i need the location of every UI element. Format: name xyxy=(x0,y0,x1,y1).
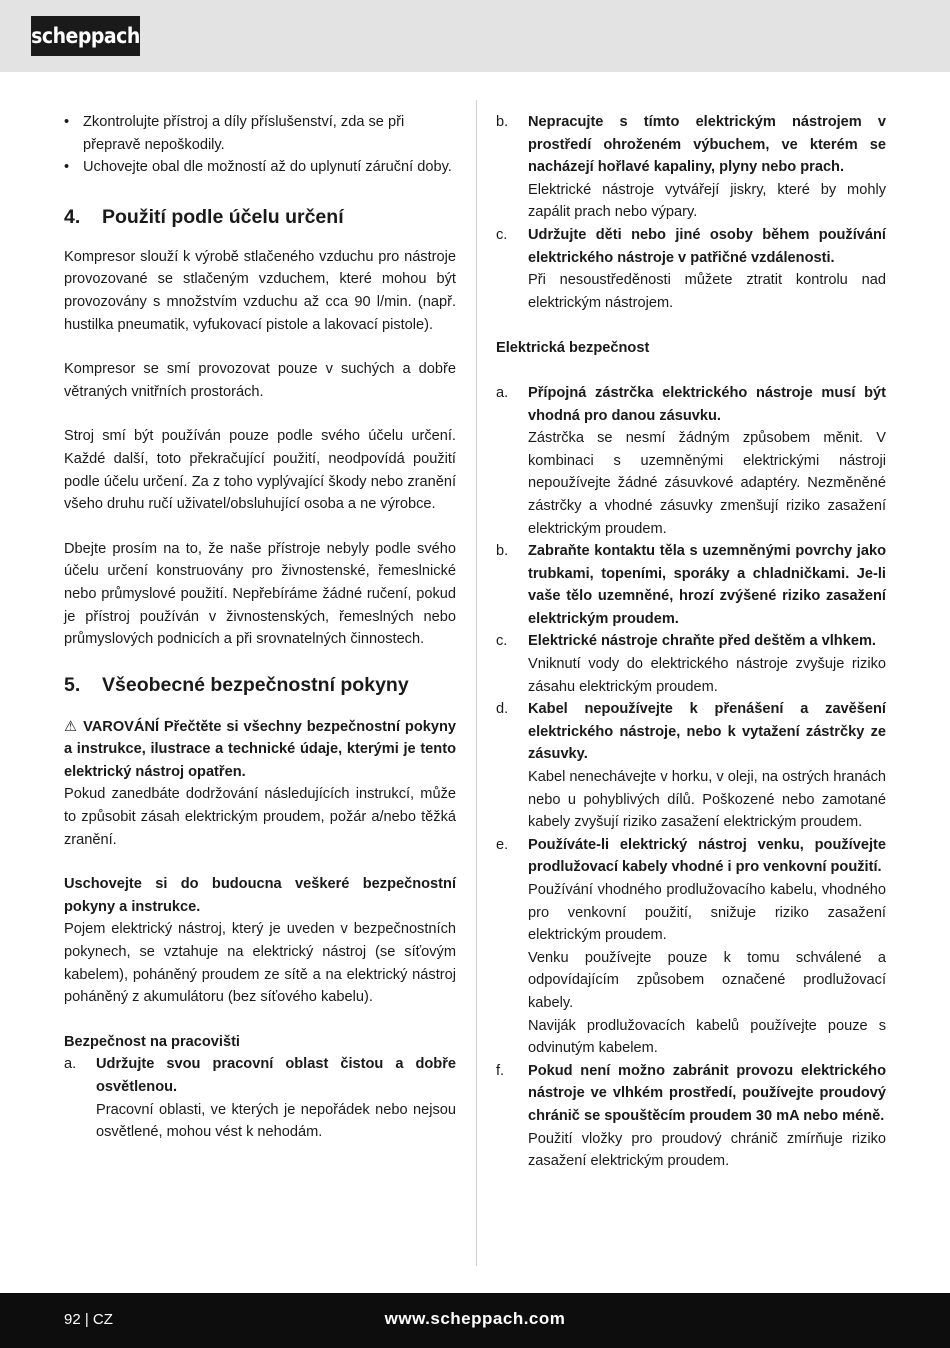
bullet-list xyxy=(64,111,456,179)
website-link[interactable]: www.scheppach.com xyxy=(384,1309,566,1328)
warning-notice: ⚠ VAROVÁNÍ Přečtěte si všechny bezpečnostní pokyny a instrukce, ilustrace a technické údaje, kterými je tento elektrický nástroj opatřen. xyxy=(64,716,456,784)
paragraph: Kompresor slouží k výrobě stlačeného vzduchu pro nástroje provozované se stlačeným vzduchem, které mohou být provozovány s množstvím vzduchu až cca 90 l/min. (např. hustilka pneumatik, vyfukovací pistole a lakovací pistole). xyxy=(64,248,456,333)
page-number: 92 | CZ xyxy=(64,1311,113,1328)
right-column xyxy=(496,111,886,1173)
section-5-heading: 5. Všeobecné bezpečnostní pokyny xyxy=(64,673,409,696)
list-item: • Uchovejte obal dle možností až do uplynutí záruční doby. xyxy=(64,159,452,176)
list-item: f. Pokud není možno zabránit provozu elektrického nástroje ve vlhkém prostředí, používejte proudový chránič se spouštěcím proudem 30 mA nebo méně. Použití vložky pro proudový chránič zmírňuje riziko zasažení elektrickým proudem. xyxy=(496,1062,886,1170)
workplace-safety-heading: Bezpečnost na pracovišti xyxy=(64,1033,240,1050)
page-footer xyxy=(0,1293,950,1348)
list-item: b. Zabraňte kontaktu těla s uzemněnými povrchy jako trubkami, topeními, sporáky a chladničkami. Je-li vaše tělo uzemněné, hrozí zvýšené riziko zasažení elektrickým proudem. xyxy=(496,543,886,627)
list-item: a. Udržujte svou pracovní oblast čistou a dobře osvětlenou. Pracovní oblasti, ve kterých je nepořádek nebo nejsou osvětlené, mohou vést k nehodám. xyxy=(64,1056,456,1141)
section-4-heading: 4. Použití podle účelu určení xyxy=(64,205,344,228)
paragraph: Pojem elektrický nástroj, který je uveden v bezpečnostních pokynech, se vztahuje na elektrický nástroj (se síťovým kabelem), poháněný proudem ze sítě a na elektrický nástroj poháněný z akumulátoru (bez síťového kabelu). xyxy=(64,921,456,1006)
paragraph: Stroj smí být používán pouze podle svého účelu určení. Každé další, toto překračující použití, neodpovídá použití podle účelu určení. Za z toho vyplývající škody nebo zranění všeho druhu ručí uživatel/obsluhující osoba a ne výrobce. xyxy=(64,428,456,513)
warning-icon: ⚠ xyxy=(64,718,78,735)
list-item: c. Udržujte děti nebo jiné osoby během používání elektrického nástroje v patřičné vzdálenosti. Při nesoustředěnosti můžete ztratit kontrolu nad elektrickým nástrojem. xyxy=(496,226,886,311)
paragraph: Pokud zanedbáte dodržování následujících instrukcí, může to způsobit zásah elektrickým proudem, požár a/nebo těžká zranění. xyxy=(64,786,456,848)
list-item: e. Používáte-li elektrický nástroj venku, používejte prodlužovací kabely vhodné i pro venkovní použití. Používání vhodného prodlužovacího kabelu, vhodného pro venkovní použití, snižuje riziko zasažení elektrickým proudem. Venku používejte pouze k tomu schválené a odpovídajícím způsobem označené prodlužovací kabely. Naviják prodlužovacích kabelů používejte pouze s odvinutým kabelem. xyxy=(496,836,886,1057)
list-item: c. Elektrické nástroje chraňte před deštěm a vlhkem. Vniknutí vody do elektrického nástroje zvyšuje riziko zásahu elektrickým proudem. xyxy=(496,633,886,695)
page-header xyxy=(0,0,950,72)
scheppach-logo: scheppach xyxy=(31,16,140,56)
paragraph: Dbejte prosím na to, že naše přístroje nebyly podle svého účelu určení konstruovány pro živnostenské, řemeslnické nebo průmyslové použití. Nepřebíráme žádné ručení, pokud je přístroj používán v živnostenských, řemeslných nebo průmyslových podnicích a při srovnatelných činnostech. xyxy=(64,540,456,648)
keep-instructions-heading: Uschovejte si do budoucna veškeré bezpečnostní pokyny a instrukce. xyxy=(64,876,456,915)
list-item: d. Kabel nepoužívejte k přenášení a zavěšení elektrického nástroje, nebo k vytažení zástrčky ze zásuvky. Kabel nenechávejte v horku, v oleji, na ostrých hranách nebo u pohyblivých dílů. Poškozené nebo zamotané kabely zvyšují riziko zasažení elektrickým proudem. xyxy=(496,701,886,831)
list-item: a. Přípojná zástrčka elektrického nástroje musí být vhodná pro danou zásuvku. Zástrčka se nesmí žádným způsobem měnit. V kombinaci s uzemněnými elektrickými nástroji nepoužívejte žádné zásuvkové adaptéry. Nezměněné zástrčky a vhodné zásuvky zmenšují riziko zasažení elektrickým proudem. xyxy=(496,384,886,537)
list-item: b. Nepracujte s tímto elektrickým nástrojem v prostředí ohroženém výbuchem, ve kterém se nacházejí hořlavé kapaliny, plyny nebo prach. Elektrické nástroje vytvářejí jiskry, které by mohly zapálit prach nebo výpary. xyxy=(496,114,886,221)
left-column xyxy=(64,111,456,1144)
column-divider xyxy=(476,100,477,1266)
paragraph: Kompresor se smí provozovat pouze v suchých a dobře větraných vnitřních prostorách. xyxy=(64,361,456,400)
electrical-safety-heading: Elektrická bezpečnost xyxy=(496,340,650,357)
list-item: • Zkontrolujte přístroj a díly příslušenství, zda se při přepravě nepoškodily. xyxy=(64,114,405,153)
